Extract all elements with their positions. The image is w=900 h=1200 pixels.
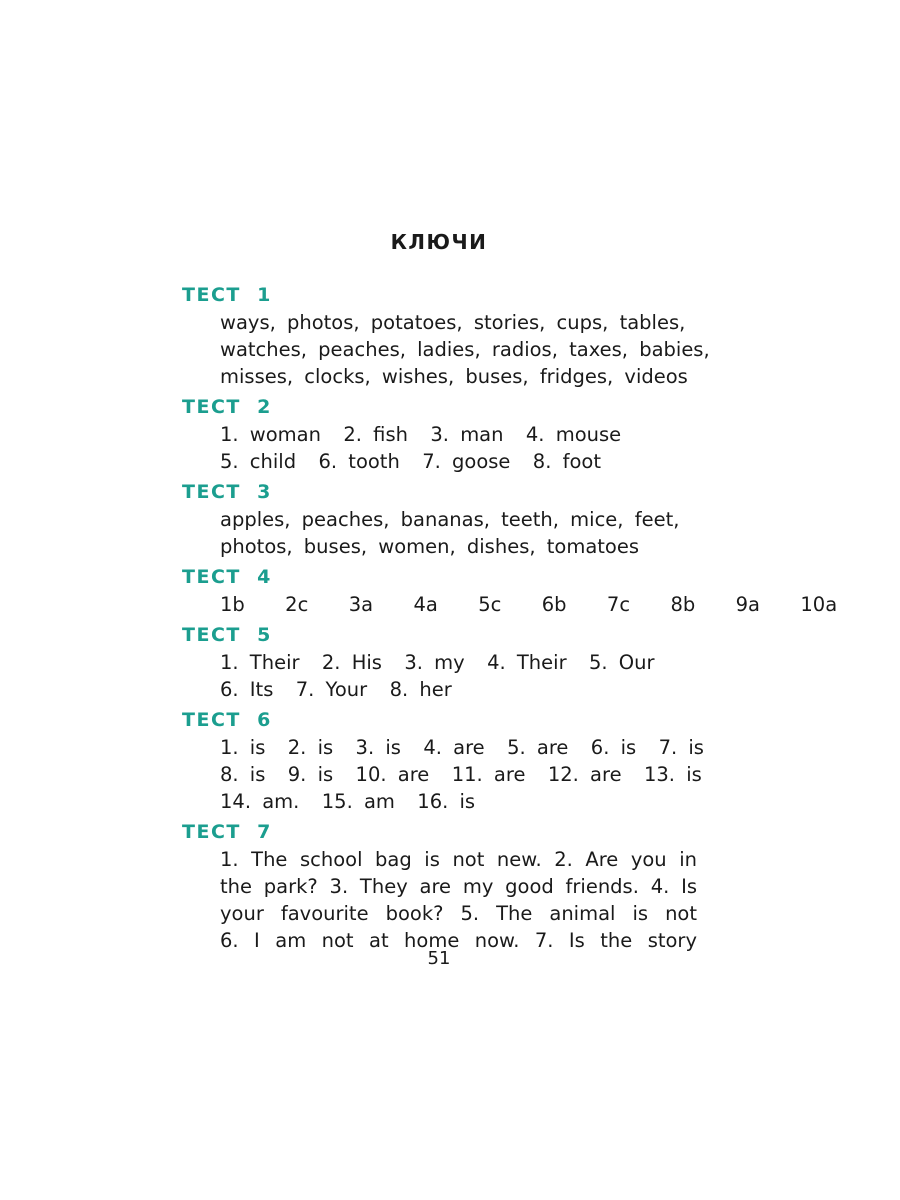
test-section-2 [182, 394, 697, 475]
answer-line: 8. is 9. is 10. are 11. are 12. are 13. is [220, 763, 702, 786]
answer-line: 1b 2c 3a 4a 5c 6b 7c 8b 9a 10a [220, 593, 838, 616]
test-answers [220, 846, 697, 954]
answer-line: 5. child 6. tooth 7. goose 8. foot [220, 450, 601, 473]
answer-line: the park? 3. They are my good friends. 4. Is [220, 875, 697, 898]
test-section-1 [182, 282, 710, 390]
answer-line: 6. I am not at home now. 7. Is the story [220, 929, 697, 952]
answer-line: photos, buses, women, dishes, tomatoes [220, 535, 639, 558]
test-title: ТЕСТ 7 [182, 821, 272, 843]
test-section-5 [182, 622, 697, 703]
answer-line: 1. Their 2. His 3. my 4. Their 5. Our [220, 651, 655, 674]
test-answers [220, 734, 704, 815]
test-answers [220, 649, 697, 703]
test-section-3 [182, 479, 697, 560]
answer-line: 1. woman 2. fish 3. man 4. mouse [220, 423, 622, 446]
test-section-7 [182, 819, 697, 954]
answer-key [182, 282, 838, 954]
answer-line: 1. is 2. is 3. is 4. are 5. are 6. is 7. is [220, 736, 704, 759]
page-number: 51 [427, 948, 451, 969]
test-title: ТЕСТ 6 [182, 709, 272, 731]
test-title: ТЕСТ 3 [182, 481, 272, 503]
answer-line: apples, peaches, bananas, teeth, mice, feet, [220, 508, 680, 531]
answer-line: 6. Its 7. Your 8. her [220, 678, 452, 701]
answer-line: your favourite book? 5. The animal is not [220, 902, 697, 925]
test-title: ТЕСТ 4 [182, 566, 272, 588]
test-section-6 [182, 707, 704, 815]
answer-line: misses, clocks, wishes, buses, fridges, videos [220, 365, 688, 388]
test-answers [220, 421, 697, 475]
test-title: ТЕСТ 5 [182, 624, 272, 646]
test-answers [220, 506, 697, 560]
test-title: ТЕСТ 1 [182, 284, 272, 306]
test-answers [220, 309, 710, 390]
test-title: ТЕСТ 2 [182, 396, 272, 418]
answer-line: ways, photos, potatoes, stories, cups, tables, [220, 311, 686, 334]
answer-line: 14. am. 15. am 16. is [220, 790, 476, 813]
test-answers [220, 591, 838, 618]
answer-line: watches, peaches, ladies, radios, taxes, babies, [220, 338, 710, 361]
answer-line: 1. The school bag is not new. 2. Are you in [220, 848, 697, 871]
page-heading: КЛЮЧИ [390, 230, 488, 254]
test-section-4 [182, 564, 838, 618]
